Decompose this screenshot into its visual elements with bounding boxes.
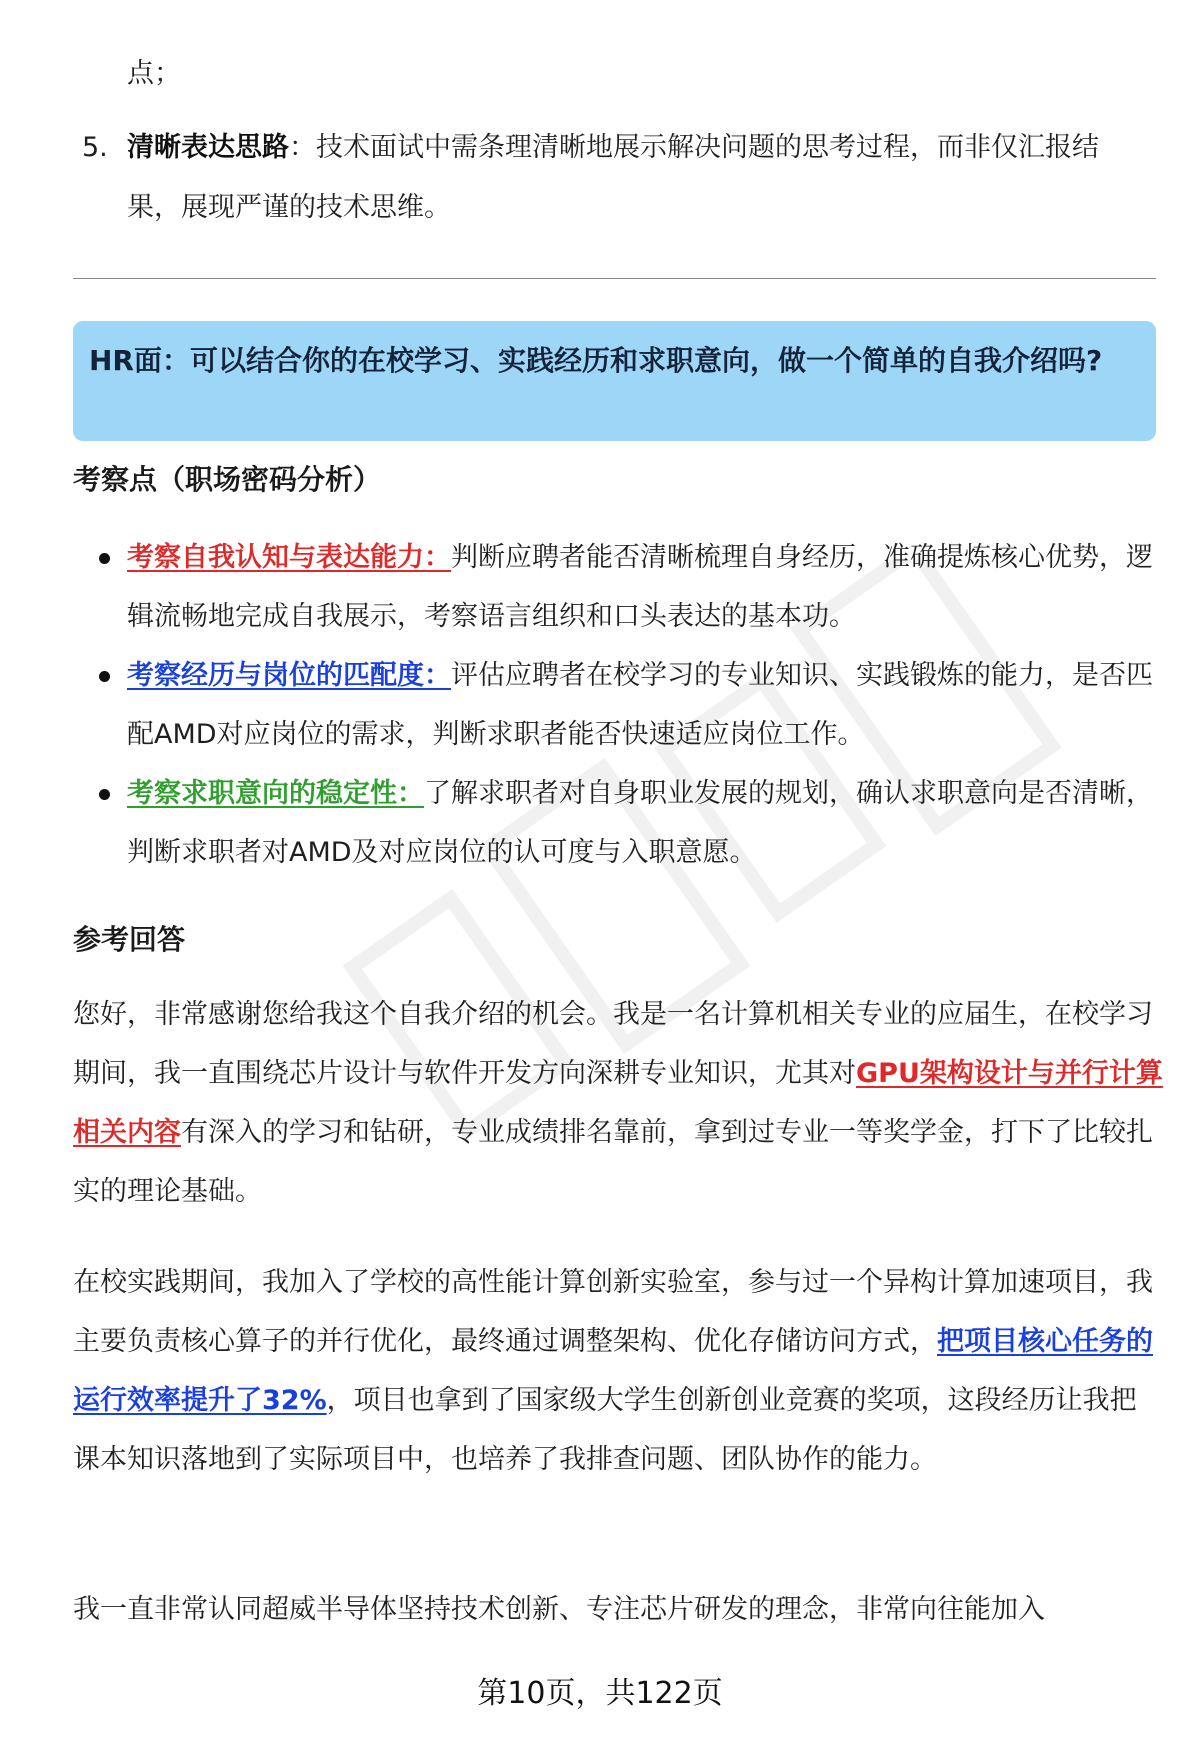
reference-paragraph-3: 我一直非常认同超威半导体坚持技术创新、专注芯片研发的理念，非常向往能加入 (73, 1594, 1045, 1625)
section-divider (73, 278, 1156, 279)
bullet-text: 评估应聘者在校学习的专业知识、实践锻炼的能力，是否匹配AMD对应岗位的需求，判断求职者能否快速适应岗位工作。 (127, 660, 1153, 750)
bullet-text: 了解求职者对自身职业发展的规划，确认求职意向是否清晰，判断求职者对AMD及对应岗位的认可度与入职意愿。 (127, 778, 1153, 868)
numbered-list-item (82, 118, 1152, 238)
bullet-dot (99, 789, 110, 800)
bullet-label: 考察求职意向的稳定性： (127, 778, 424, 809)
assessment-list (73, 528, 1156, 882)
bullet-text: 判断应聘者能否清晰梳理自身经历，准确提炼核心优势，逻辑流畅地完成自我展示，考察语言组织和口头表达的基本功。 (127, 542, 1153, 632)
bullet-label: 考察自我认知与表达能力： (127, 542, 451, 573)
reference-heading: 参考回答 (73, 923, 186, 956)
reference-paragraph-1 (73, 985, 1163, 1221)
highlight-text: 把项目核心任务的运行效率提升了32% (73, 1326, 1153, 1416)
paragraph-text: 您好，非常感谢您给我这个自我介绍的机会。我是一名计算机相关专业的应届生，在校学习期间，我一直围绕芯片设计与软件开发方向深耕专业知识，尤其对 (73, 999, 1153, 1089)
question-callout (73, 321, 1156, 441)
paragraph-text: ，项目也拿到了国家级大学生创新创业竞赛的奖项，这段经历让我把课本知识落地到了实际项目中，也培养了我排查问题、团队协作的能力。 (73, 1385, 1137, 1475)
page-number: 第10页，共122页 (477, 1676, 723, 1711)
continuation-text: 点； (127, 58, 181, 89)
bullet-dot (99, 553, 110, 564)
paragraph-text: 在校实践期间，我加入了学校的高性能计算创新实验室，参与过一个异构计算加速项目，我主要负责核心算子的并行优化，最终通过调整架构、优化存储访问方式， (73, 1267, 1153, 1357)
list-item-text: ：技术面试中需条理清晰地展示解决问题的思考过程，而非仅汇报结果，展现严谨的技术思维。 (127, 132, 1099, 223)
list-item (73, 646, 1156, 764)
list-number: 5. (82, 132, 108, 163)
bullet-dot (99, 671, 110, 682)
bullet-label: 考察经历与岗位的匹配度： (127, 660, 451, 691)
assessment-heading: 考察点（职场密码分析） (73, 463, 382, 496)
list-item-body (127, 118, 1152, 238)
list-item-label: 清晰表达思路 (127, 132, 289, 163)
list-item (73, 528, 1156, 646)
reference-paragraph-2 (73, 1253, 1163, 1489)
list-item (73, 764, 1156, 882)
paragraph-text: 有深入的学习和钻研，专业成绩排名靠前，拿到过专业一等奖学金，打下了比较扎实的理论基础。 (73, 1117, 1153, 1207)
question-text: HR面：可以结合你的在校学习、实践经历和求职意向，做一个简单的自我介绍吗? (89, 344, 1103, 377)
highlight-text: GPU架构设计与并行计算相关内容 (73, 1058, 1163, 1148)
